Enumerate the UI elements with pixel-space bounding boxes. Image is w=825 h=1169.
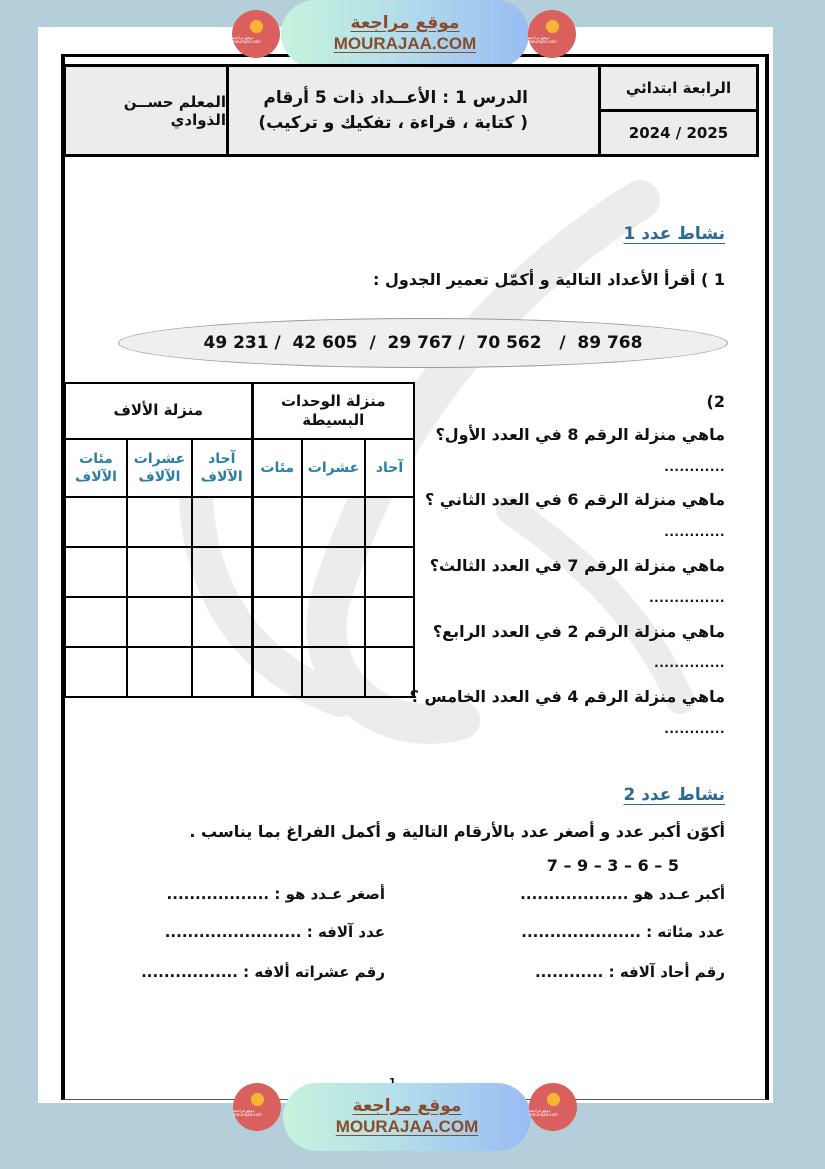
table-cell[interactable] [365, 597, 414, 647]
hundreds-count-blank[interactable]: ..................... [521, 923, 641, 941]
col-header-thousands-hundreds: مئات الآلاف [65, 439, 127, 497]
smallest-number-blank[interactable]: .................. [166, 885, 270, 903]
badge-caption: موقع مراجعة mourajaa.com [528, 35, 557, 44]
table-cell[interactable] [192, 597, 252, 647]
answer-blank-5[interactable]: ............ [664, 722, 725, 736]
badge-caption: موقع مراجعة mourajaa.com [233, 1108, 262, 1117]
activity2-instruction: أكوّن أكبر عدد و أصغر عدد بالأرقام التالية و أكمل الفراغ بما يناسب . [189, 822, 725, 841]
table-cell[interactable] [365, 497, 414, 547]
col-header-tens: عشرات [302, 439, 365, 497]
question-3: ماهي منزلة الرقم 7 في العدد الثالث؟ [429, 556, 725, 575]
largest-number-blank[interactable]: ................... [520, 885, 629, 903]
answer-blank-3[interactable]: ............... [649, 591, 725, 605]
question-4: ماهي منزلة الرقم 2 في العدد الرابع؟ [432, 622, 725, 641]
numbers-ellipse: 49 231 / 42 605 / 29 767 / 70 562 / 89 768 [118, 318, 728, 368]
table-cell[interactable] [65, 647, 127, 697]
activity2-fields [141, 885, 725, 995]
question-5: ماهي منزلة الرقم 4 في العدد الخامس ؟ [409, 687, 725, 706]
question-1: ماهي منزلة الرقم 8 في العدد الأول؟ [435, 425, 725, 444]
teacher-name: المعلم حســن الذوادي [123, 92, 226, 129]
largest-number-label: أكبر عـدد هو [633, 885, 725, 903]
smallest-number-label: أصغر عـدد هو : [274, 885, 385, 903]
table-cell[interactable] [127, 497, 192, 547]
table-cell[interactable] [65, 597, 127, 647]
table-cell[interactable] [127, 647, 192, 697]
table-cell[interactable] [252, 647, 302, 697]
thousands-units-digit-blank[interactable]: ............ [534, 963, 604, 981]
ten-thousands-digit-label: رقم عشراته ألافه : [243, 963, 385, 981]
thousands-units-digit-label: رقم أحاد آلافه : [608, 963, 725, 981]
brand-banner-bottom[interactable] [283, 1083, 531, 1151]
table-cell[interactable] [127, 597, 192, 647]
lesson-subtitle: ( كتابة ، قراءة ، تفكيك و تركيب) [258, 112, 528, 133]
table-row [65, 647, 414, 697]
brand-badge-right-icon [528, 10, 576, 58]
brand-badge-left-icon [233, 1083, 281, 1131]
group-header-units: منزلة الوحدات البسيطة [252, 383, 414, 439]
ten-thousands-digit-blank[interactable]: ................. [141, 963, 238, 981]
table-row [65, 547, 414, 597]
table-cell[interactable] [252, 547, 302, 597]
header-level-year [598, 67, 756, 154]
answer-blank-2[interactable]: ............ [664, 525, 725, 539]
lesson-header [63, 64, 759, 157]
answer-blank-1[interactable]: ............ [664, 460, 725, 474]
badge-caption: موقع مراجعة mourajaa.com [529, 1108, 558, 1117]
answer-blank-4[interactable]: .............. [654, 656, 725, 670]
brand-badge-right-icon [529, 1083, 577, 1131]
table-cell[interactable] [302, 647, 365, 697]
header-lesson [226, 67, 598, 154]
activity1-instruction: 1 ) أقرأ الأعداد التالية و أكمّل تعمير الجدول : [372, 270, 725, 289]
table-cell[interactable] [365, 647, 414, 697]
table-row [65, 497, 414, 547]
hundreds-count-label: عدد مئاته : [646, 923, 725, 941]
table-cell[interactable] [127, 547, 192, 597]
thousands-count-label: عدد آلافه : [306, 923, 385, 941]
school-year: 2025 / 2024 [628, 124, 729, 142]
col-header-units: آحاد [365, 439, 414, 497]
grade-level: الرابعة ابتدائي [601, 67, 756, 112]
group-header-thousands: منزلة الألاف [65, 383, 252, 439]
table-cell[interactable] [252, 597, 302, 647]
brand-latin: MOURAJAA.COM [333, 34, 477, 54]
table-cell[interactable] [252, 497, 302, 547]
table-cell[interactable] [302, 497, 365, 547]
table-cell[interactable] [65, 547, 127, 597]
table-cell[interactable] [65, 497, 127, 547]
question-2: ماهي منزلة الرقم 6 في العدد الثاني ؟ [424, 490, 725, 509]
col-header-hundreds: مئات [252, 439, 302, 497]
brand-arabic: موقع مراجعة [350, 12, 460, 33]
activity1-title: نشاط عدد 1 [623, 224, 725, 244]
table-cell[interactable] [192, 497, 252, 547]
activity2-title: نشاط عدد 2 [623, 785, 725, 805]
place-value-table [64, 382, 415, 698]
col-header-thousands-tens: عشرات الآلاف [127, 439, 192, 497]
thousands-count-blank[interactable]: ........................ [164, 923, 302, 941]
part2-label: 2) [706, 392, 725, 411]
brand-latin: MOURAJAA.COM [335, 1117, 479, 1137]
table-cell[interactable] [302, 547, 365, 597]
digits-list: 5 – 6 – 3 – 9 – 7 [546, 856, 679, 875]
brand-badge-left-icon [232, 10, 280, 58]
table-row [65, 597, 414, 647]
table-cell[interactable] [302, 597, 365, 647]
table-cell[interactable] [192, 547, 252, 597]
col-header-thousands-units: آحاد الآلاف [192, 439, 252, 497]
badge-caption: موقع مراجعة mourajaa.com [232, 35, 261, 44]
lesson-title: الدرس 1 : الأعــداد ذات 5 أرقام [263, 87, 528, 108]
table-cell[interactable] [365, 547, 414, 597]
brand-arabic: موقع مراجعة [352, 1095, 462, 1116]
brand-banner-top[interactable] [281, 0, 529, 68]
table-cell[interactable] [192, 647, 252, 697]
